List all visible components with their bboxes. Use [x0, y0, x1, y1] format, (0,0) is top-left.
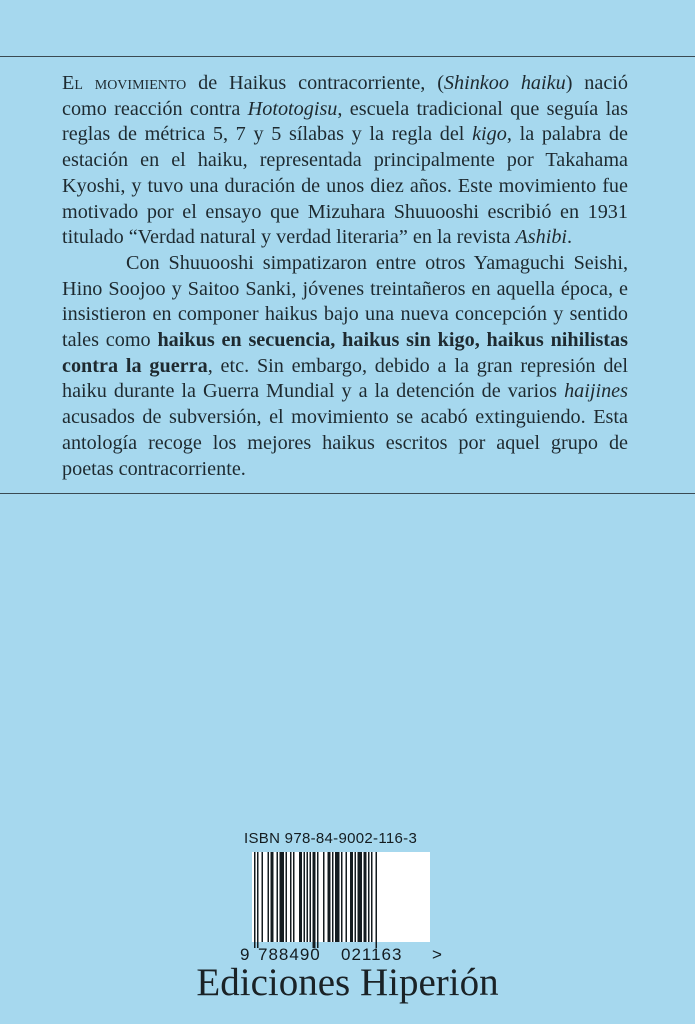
- barcode-bar: [350, 852, 353, 942]
- lead-small-caps: El movimiento: [62, 72, 187, 94]
- barcode-bar: [346, 852, 348, 942]
- barcode-bar: [371, 852, 373, 942]
- bold-phrase: haikus en secuencia, haikus sin kigo, haikus nihilistas contra la guerra: [62, 329, 628, 377]
- barcode-left-digits: 788490: [258, 945, 321, 964]
- bottom-divider: [0, 493, 695, 494]
- barcode-bar: [254, 852, 256, 948]
- barcode-bar: [313, 852, 316, 948]
- barcode-bars: [254, 852, 377, 948]
- blurb-paragraph-1: El movimiento de Haikus contracorriente, (Shinkoo haiku) nació como reacción contra Hototogisu, escuela tradicional que seguía las reglas de métrica 5, 7 y 5 sílabas y la regla del kigo, la palabra de estación en el haiku, representada principalmente por Takahama Kyoshi, y tuvo una duración de unos diez años. Este movimiento fue motivado por el ensayo que Mizuhara Shuuooshi escribió en 1931 titulado “Verdad natural y verdad literaria” en la revista Ashibi.: [62, 72, 628, 249]
- barcode-right-digits: 021163: [341, 945, 403, 964]
- isbn-barcode-block: [238, 830, 448, 970]
- barcode-bar: [304, 852, 306, 942]
- barcode-bar: [277, 852, 279, 942]
- top-divider: [0, 56, 695, 57]
- isbn-label: ISBN 978-84-9002-116-3: [244, 830, 418, 847]
- blurb-paragraph-2: Con Shuuooshi simpatizaron entre otros Yamaguchi Seishi, Hino Soojoo y Saitoo Sanki, jóvenes treintañeros en aquella época, e insistieron en componer haikus bajo una nueva concepción y sentido tales como haikus en secuencia, haikus sin kigo, haikus nihilistas contra la guerra, etc. Sin embargo, debido a la gran represión del haiku durante la Guerra Mundial y a la detención de varios haijines acusados de subversión, el movimiento se acabó extinguiendo. Esta antología recoge los mejores haikus escritos por aquel grupo de poetas contracorriente.: [62, 251, 628, 480]
- barcode-bar: [280, 852, 285, 942]
- barcode-bar: [355, 852, 357, 942]
- barcode-bar: [307, 852, 309, 942]
- publisher-name: Ediciones Hiperión: [196, 961, 499, 1004]
- barcode-bar: [299, 852, 302, 942]
- barcode-first-digit: 9: [240, 945, 250, 964]
- barcode-bar: [290, 852, 292, 942]
- barcode-bar: [335, 852, 340, 942]
- barcode-bar: [323, 852, 325, 942]
- barcode: [238, 852, 448, 964]
- barcode-quiet-mark: >: [432, 945, 442, 964]
- barcode-bar: [293, 852, 295, 942]
- barcode-bar: [341, 852, 343, 942]
- barcode-bar: [328, 852, 331, 942]
- barcode-bar: [368, 852, 370, 942]
- barcode-bar: [271, 852, 274, 942]
- barcode-bar: [257, 852, 259, 948]
- barcode-bar: [262, 852, 264, 942]
- barcode-bar: [358, 852, 363, 942]
- back-cover-blurb: [62, 71, 628, 482]
- barcode-bar: [332, 852, 334, 942]
- barcode-bar: [286, 852, 288, 942]
- barcode-bar: [268, 852, 270, 942]
- barcode-bar: [310, 852, 312, 942]
- barcode-bar: [317, 852, 319, 948]
- barcode-bar: [364, 852, 367, 942]
- barcode-bar: [376, 852, 378, 948]
